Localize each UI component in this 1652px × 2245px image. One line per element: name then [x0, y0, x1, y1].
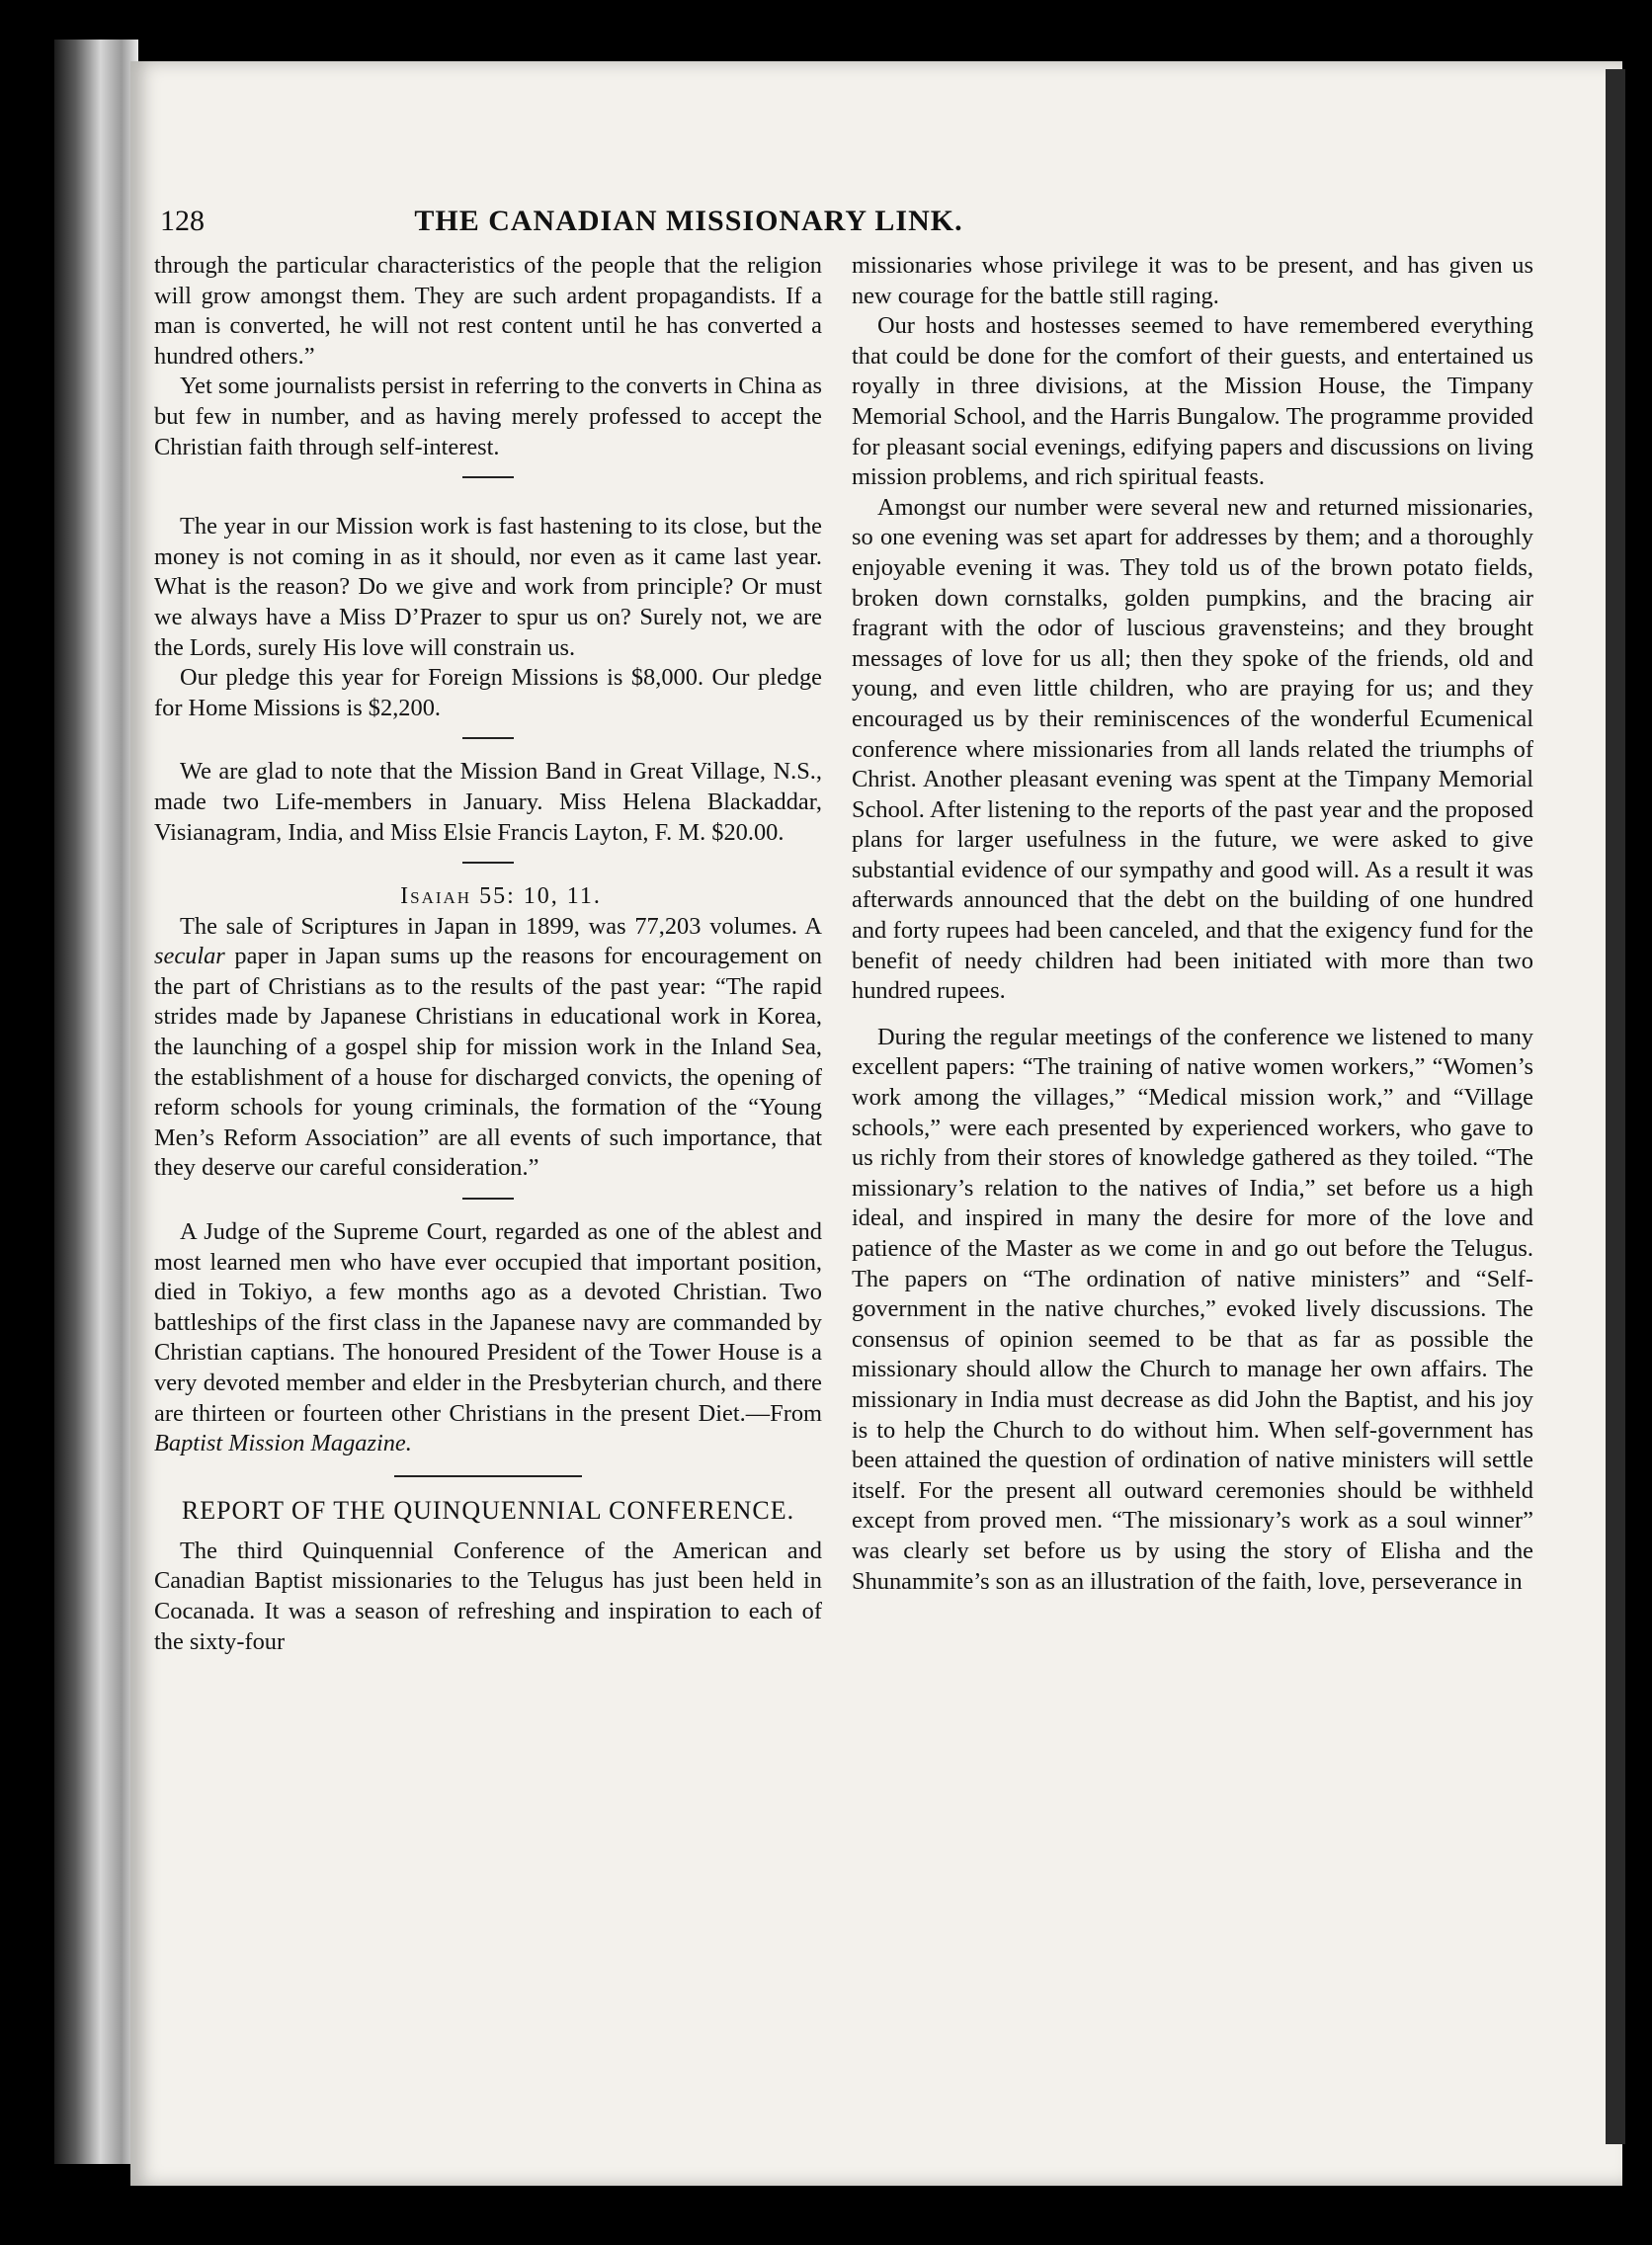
italic-word: secular — [154, 943, 225, 970]
right-column — [852, 251, 1533, 1597]
left-column — [154, 251, 822, 1657]
binding-shadow — [1606, 69, 1625, 2144]
scripture-reference-text: Isaiah 55: 10, 11. — [400, 883, 602, 910]
paragraph: We are glad to note that the Mission Band in Great Village, N.S., made two Life-members in January. Miss Helena Blackaddar, Visianagram, India, and Miss Elsie Francis Layton, F. M. $20.00. — [154, 758, 822, 846]
running-title: THE CANADIAN MISSIONARY LINK. — [414, 205, 963, 237]
book-page-edges — [54, 40, 138, 2164]
source-citation: Baptist Mission Magazine. — [154, 1430, 412, 1457]
paragraph: Amongst our number were several new and returned missionaries, so one evening was set apart for addresses by them; and a thoroughly enjoyable evening it was. They told us of the brown potato fields, broken down cornstalks, golden pumpkins, and the bracing air fragrant with the odor of luscious gravensteins; and they brought messages of love for us all; then they spoke of the friends, old and young, and even little children, who are praying for us; and they encouraged us by their reminiscences of the wonderful Ecumenical conference where missionaries from all lands related the triumphs of Christ. Another pleasant evening was spent at the Timpany Memorial School. After listening to the reports of the past year and the proposed plans for larger usefulness in the future, we were asked to give substantial evidence of our sympathy and good will. As a result it was afterwards announced that the debt on the building of one hundred and forty rupees had been canceled, and that the exigency fund for the benefit of needy children had been initiated with more than two hundred rupees. — [852, 493, 1533, 1005]
paragraph — [154, 912, 822, 1184]
paragraph: Our hosts and hostesses seemed to have remembered everything that could be done for the comfort of their guests, and entertained us royally in three divisions, at the Mission House, the Timpany Memorial School, and the Harris Bungalow. The programme provided for pleasant social evenings, edifying papers and discussions on living mission problems, and rich spiritual feasts. — [852, 312, 1533, 491]
paragraph: During the regular meetings of the conference we listened to many excellent papers: “The training of native women workers,” “Women’s work among the villages,” “Medical mission work,” and “Village schools,” were each presented by experienced workers, who gave to us richly from their stores of knowledge gathered as they toiled. “The missionary’s relation to the natives of India,” set before us a high ideal, and inspired in many the desire for more of the love and patience of the Master as we come in and go out before the Telugus. The papers on “The ordination of native ministers” and “Self-government in the native churches,” evoked lively discussions. The consensus of opinion seemed to be that as far as possible the missionary should allow the Church to manage her own affairs. The missionary in India must decrease as did John the Baptist, and his joy is to help the Church to do without him. When self-government has been attained the question of ordination of native ministers will settle itself. For the present all outward ceremonies should be withheld except from proved men. “The missionary’s work as a soul winner” was clearly set before us by using the story of Elisha and the Shunammite’s son as an illustration of the faith, love, perseverance in — [852, 1023, 1533, 1595]
paragraph-text: A Judge of the Supreme Court, regarded as one of the ablest and most learned men who have ever occupied that important position, died in Tokiyo, a few months ago as a devoted Christian. Two battleships of the first class in the Japanese navy are commanded by Christian captians. The honoured President of the Tower House is a very devoted member and elder in the Presbyterian church, and there are thirteen or fourteen other Christians in the present Diet.—From — [154, 1218, 822, 1427]
spacer — [154, 496, 822, 512]
paragraph-text: The sale of Scriptures in Japan in 1899, was 77,203 volumes. A — [180, 912, 822, 940]
paragraph: The year in our Mission work is fast hastening to its close, but the money is not coming in as it should, nor even as it came last year. What is the reason? Do we give and work from principle? Or must we always have a Miss D’Prazer to spur us on? Surely not, we are the Lords, surely His love will constrain us. — [154, 513, 822, 661]
paragraph-text: paper in Japan sums up the reasons for encouragement on the part of Christians as to the results of the past year: “The rapid strides made by Japanese Christians in educational work in Korea, the launching of a gospel ship for mission work in the Inland Sea, the establishment of a house for discharged convicts, the opening of reform schools for young criminals, the formation of the “Young Men’s Reform Association” are all events of such importance, that they deserve our careful consideration.” — [154, 943, 822, 1182]
spacer — [852, 1007, 1533, 1023]
paragraph: through the particular characteristics of the people that the religion will grow amongst them. They are such ardent propagandists. If a man is converted, he will not rest content until he has converted a hundred others.” — [154, 252, 822, 370]
paragraph: The third Quinquennial Conference of the American and Canadian Baptist missionaries to the Telugus has just been held in Cocanada. It was a season of refreshing and inspiration to each of the sixty-four — [154, 1537, 822, 1655]
page-header — [160, 205, 1158, 244]
section-divider — [462, 737, 514, 739]
section-divider — [462, 862, 514, 864]
paragraph: missionaries whose privilege it was to be present, and has given us new courage for the battle still raging. — [852, 252, 1533, 309]
paragraph — [154, 1217, 822, 1459]
paragraph: Yet some journalists persist in referring to the converts in China as but few in number, and as having merely professed to accept the Christian faith through self-interest. — [154, 373, 822, 460]
paragraph: Our pledge this year for Foreign Missions is $8,000. Our pledge for Home Missions is $2,200. — [154, 664, 822, 721]
section-divider — [462, 1198, 514, 1200]
report-heading: REPORT OF THE QUINQUENNIAL CONFERENCE. — [181, 1495, 795, 1525]
section-divider-long — [394, 1475, 582, 1477]
page-number: 128 — [160, 205, 205, 237]
scripture-reference-heading — [154, 881, 822, 912]
section-divider — [462, 476, 514, 478]
magazine-page — [130, 61, 1622, 2186]
